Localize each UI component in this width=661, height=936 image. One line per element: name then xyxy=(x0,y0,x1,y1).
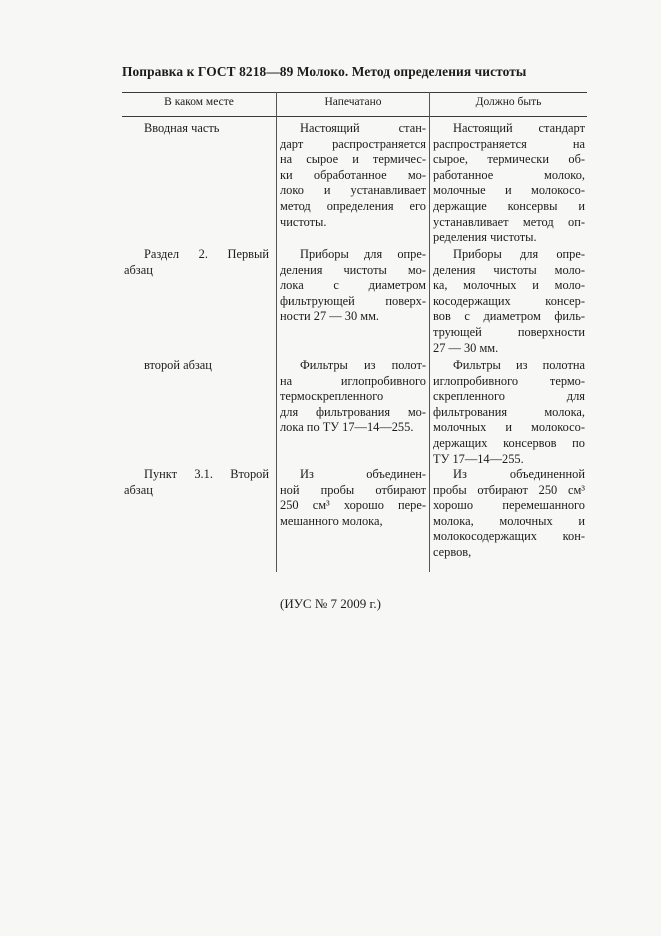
text-line: локо и устанавливает xyxy=(280,183,426,198)
cell-row3-should-be xyxy=(433,358,585,467)
text-line: чистоты. xyxy=(280,214,327,229)
text-line: Фильтры из полот- xyxy=(300,358,426,372)
text-line: 250 см³ хорошо пере- xyxy=(280,498,426,513)
text-line: Настоящий стан- xyxy=(300,121,426,135)
table-top-rule xyxy=(122,92,587,93)
text-line: метод определения его xyxy=(280,198,426,213)
text-line: деления чистоты моло- xyxy=(433,262,585,277)
text-line: фильтрующей поверх- xyxy=(280,293,426,308)
text-line: скрепленного для xyxy=(433,389,585,404)
text-line: деления чистоты мо- xyxy=(280,262,426,277)
cell-row1-place xyxy=(124,121,269,137)
header-place: В каком месте xyxy=(164,96,234,108)
text-line: молочных и молокосо- xyxy=(433,420,585,435)
text-line: распространяется на xyxy=(433,136,585,151)
cell-row4-printed xyxy=(280,467,426,529)
column-divider-2 xyxy=(429,92,430,572)
text-line: молочные и молокосо- xyxy=(433,183,585,198)
text-line: держащие консервы и xyxy=(433,198,585,213)
cell-row3-printed xyxy=(280,358,426,436)
text-line: фильтрования молока, xyxy=(433,404,585,419)
text-line: работанное молоко, xyxy=(433,167,585,182)
text-line: ной пробы отбирают xyxy=(280,482,426,497)
text-line: ности 27 — 30 мм. xyxy=(280,309,380,324)
text-line: 27 — 30 мм. xyxy=(433,340,499,355)
text-line: сырое, термически об- xyxy=(433,152,585,167)
page-title: Поправка к ГОСТ 8218—89 Молоко. Метод определения чистоты xyxy=(122,64,527,79)
text-line: ределения чистоты. xyxy=(433,230,537,245)
text-line: ка, молочных и моло- xyxy=(433,278,585,293)
text-line: для фильтрования мо- xyxy=(280,404,426,419)
text-line: мешанного молока, xyxy=(280,513,383,528)
text-line: Приборы для опре- xyxy=(453,247,585,261)
text-line: лока по ТУ 17—14—255. xyxy=(280,420,414,435)
header-should-be: Должно быть xyxy=(475,96,542,108)
text-line: абзац xyxy=(124,262,153,277)
footer-note: (ИУС № 7 2009 г.) xyxy=(280,596,381,611)
cell-row1-printed xyxy=(280,121,426,230)
text-line: молока, молочных и xyxy=(433,513,585,528)
cell-row2-should-be xyxy=(433,247,585,356)
cell-row2-place xyxy=(124,247,269,278)
text-line: дарт распространяется xyxy=(280,136,426,151)
text-line: абзац xyxy=(124,482,153,497)
cell-row2-printed xyxy=(280,247,426,325)
text-line: второй абзац xyxy=(144,358,212,372)
text-line: лока с диаметром xyxy=(280,278,426,293)
text-line: на сырое и термичес- xyxy=(280,152,426,167)
text-line: ТУ 17—14—255. xyxy=(433,451,524,466)
text-line: молокосодержащих кон- xyxy=(433,529,585,544)
text-line: косодержащих консер- xyxy=(433,293,585,308)
text-line: Из объединенной xyxy=(453,467,585,481)
text-line: на иглопробивного xyxy=(280,373,426,388)
cell-row1-should-be xyxy=(433,121,585,246)
cell-row3-place xyxy=(124,358,269,374)
column-divider-1 xyxy=(276,92,277,572)
text-line: Приборы для опре- xyxy=(300,247,426,261)
text-line: термоскрепленного xyxy=(280,389,384,404)
text-line: иглопробивного термо- xyxy=(433,373,585,388)
text-line: Вводная часть xyxy=(144,121,220,135)
table-header-rule xyxy=(122,116,587,117)
text-line: трующей поверхности xyxy=(433,324,585,339)
text-line: Фильтры из полотна xyxy=(453,358,585,372)
cell-row4-place xyxy=(124,467,269,498)
text-line: ки обработанное мо- xyxy=(280,167,426,182)
text-line: хорошо перемешанного xyxy=(433,498,585,513)
text-line: вов с диаметром филь- xyxy=(433,309,585,324)
text-line: сервов, xyxy=(433,544,472,559)
text-line: держащих консервов по xyxy=(433,435,585,450)
text-line: Из объединен- xyxy=(300,467,426,481)
text-line: Раздел 2. Первый xyxy=(144,247,269,261)
text-line: устанавливает метод оп- xyxy=(433,214,585,229)
text-line: пробы отбирают 250 см³ xyxy=(433,482,585,497)
cell-row4-should-be xyxy=(433,467,585,561)
header-printed: Напечатано xyxy=(324,96,382,108)
text-line: Настоящий стандарт xyxy=(453,121,585,135)
text-line: Пункт 3.1. Второй xyxy=(144,467,269,481)
